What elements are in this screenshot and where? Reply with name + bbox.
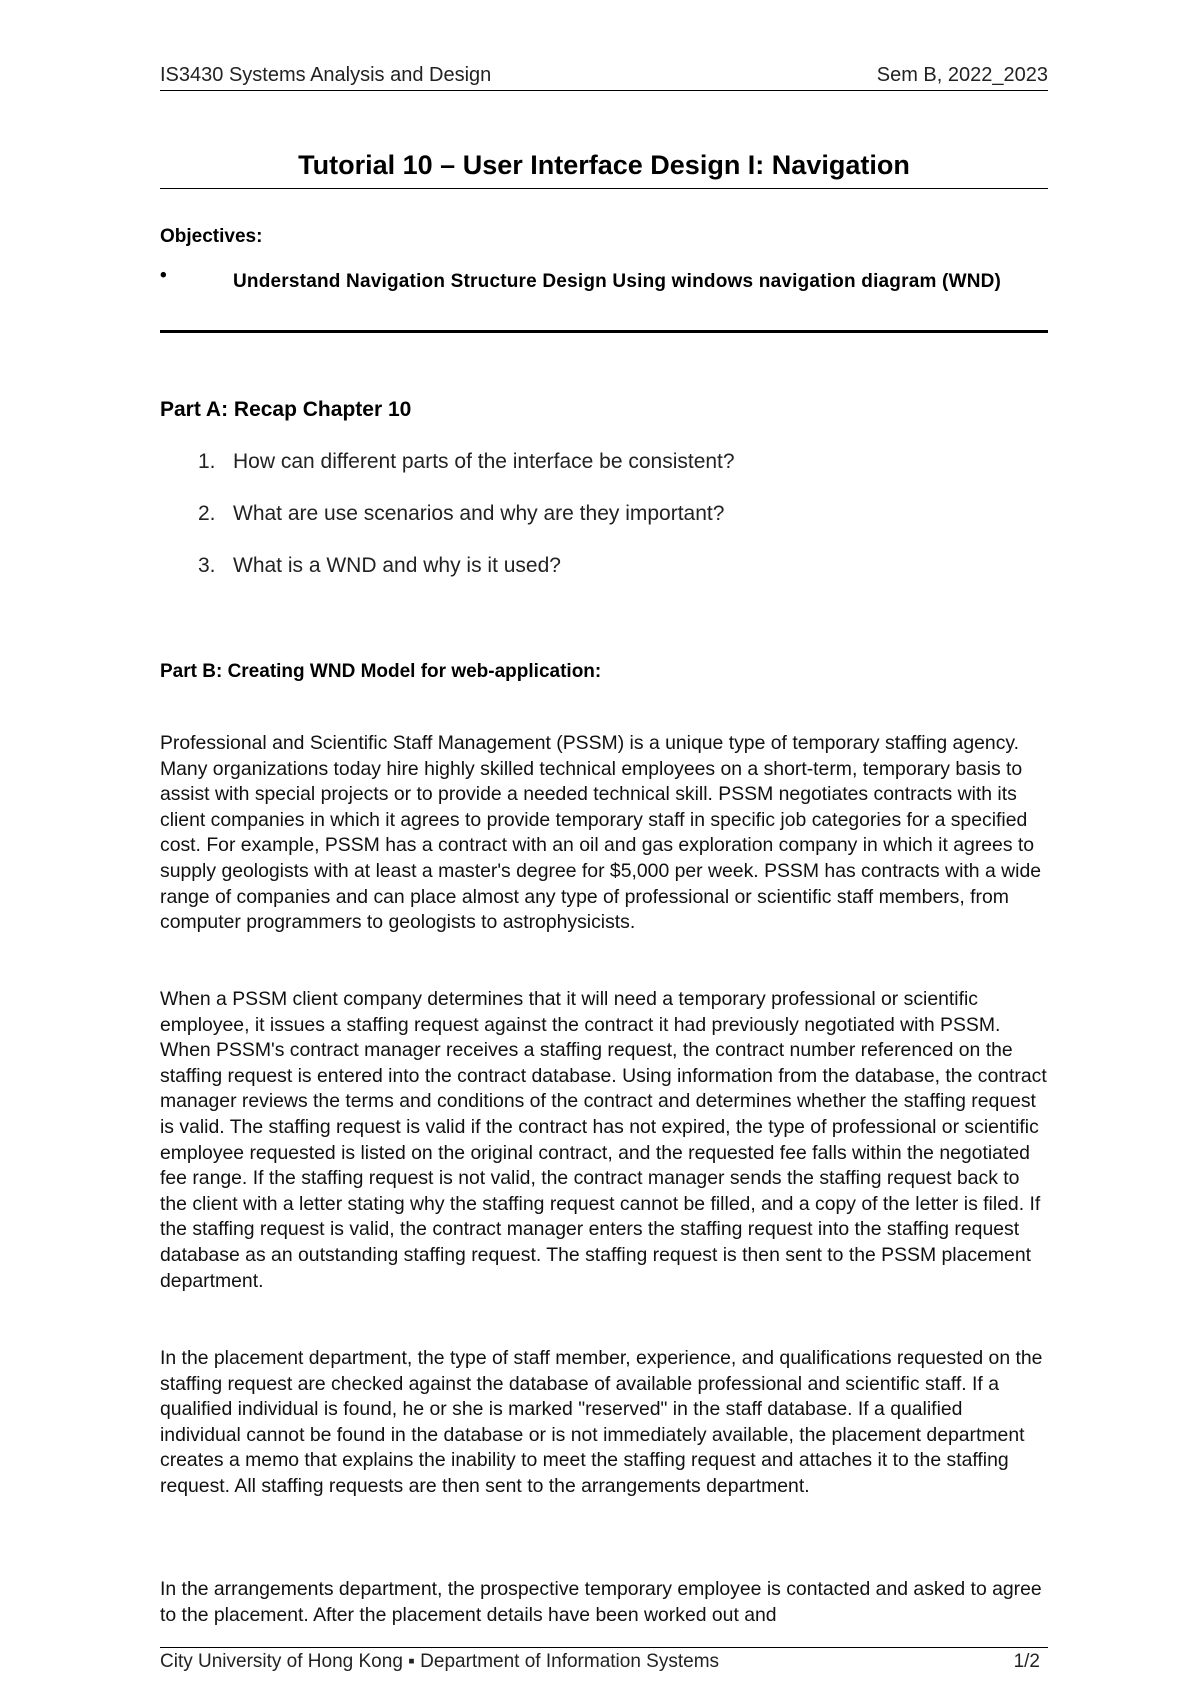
- objective-item: [160, 264, 1048, 333]
- objective-text: Understand Navigation Structure Design Using windows navigation diagram (WND): [233, 271, 1002, 292]
- question-number: 3.: [198, 554, 216, 577]
- page-footer: [160, 1647, 1048, 1678]
- part-b-heading: Part B: Creating WND Model for web-application:: [160, 661, 602, 682]
- recap-question: [160, 554, 1048, 606]
- body-paragraph: Professional and Scientific Staff Management (PSSM) is a unique type of temporary staffing agency. Many organizations today hire highly skilled technical employees on a short-term, temporary basis to assist with special projects or to provide a needed technical skill. PSSM negotiates contracts with its client companies in which it agrees to provide temporary staff in specific job categories for a specified cost. For example, PSSM has a contract with an oil and gas exploration company in which it agrees to supply geologists with at least a master's degree for $5,000 per week. PSSM has contracts with a wide range of companies and can place almost any type of professional or scientific staff members, from computer programmers to geologists to astrophysicists.: [160, 732, 1042, 934]
- page-header: [160, 62, 1048, 91]
- institution-name: City University of Hong Kong ▪ Department of Information Systems: [160, 1651, 720, 1672]
- document-page: [160, 0, 1048, 1696]
- question-number: 1.: [198, 450, 216, 473]
- course-name: IS3430 Systems Analysis and Design: [160, 64, 492, 86]
- question-number: 2.: [198, 502, 216, 525]
- semester-label: Sem B, 2022_2023: [876, 64, 1048, 86]
- part-a-heading: Part A: Recap Chapter 10: [160, 398, 412, 421]
- body-paragraph: When a PSSM client company determines that it will need a temporary professional or scientific employee, it issues a staffing request against the contract it had previously negotiated with PSSM. When PSSM's contract manager receives a staffing request, the contract number referenced on the staffing request is entered into the contract database. Using information from the database, the contract manager reviews the terms and conditions of the contract and determines whether the staffing request is valid. The staffing request is valid if the contract has not expired, the type of professional or scientific employee requested is listed on the original contract, and the requested fee falls within the negotiated fee range. If the staffing request is not valid, the contract manager sends the staffing request back to the client with a letter stating why the staffing request cannot be filled, and a copy of the letter is filed. If the staffing request is valid, the contract manager enters the staffing request into the staffing request database as an outstanding staffing request. The staffing request is then sent to the PSSM placement department.: [160, 988, 1047, 1292]
- objectives-heading: Objectives:: [160, 226, 263, 247]
- question-text: What are use scenarios and why are they important?: [233, 502, 725, 525]
- body-paragraph: In the arrangements department, the prospective temporary employee is contacted and asked to agree to the placement. After the placement details have been worked out and: [160, 1578, 1042, 1626]
- recap-question: [160, 502, 1048, 554]
- recap-question: [160, 450, 1048, 502]
- question-text: How can different parts of the interface be consistent?: [233, 450, 735, 473]
- question-text: What is a WND and why is it used?: [233, 554, 561, 577]
- page-title: Tutorial 10 – User Interface Design I: Navigation: [160, 150, 1048, 189]
- body-paragraph: In the placement department, the type of staff member, experience, and qualifications requested on the staffing request are checked against the database of available professional and scientific staff. If a qualified individual is found, he or she is marked "reserved" in the staff database. If a qualified individual cannot be found in the database or is not immediately available, the placement department creates a memo that explains the inability to meet the staffing request and attaches it to the staffing request. All staffing requests are then sent to the arrangements department.: [160, 1347, 1043, 1497]
- page-number: 1/2: [1013, 1651, 1040, 1672]
- bullet-icon: •: [160, 265, 167, 286]
- recap-question-list: [160, 450, 1048, 606]
